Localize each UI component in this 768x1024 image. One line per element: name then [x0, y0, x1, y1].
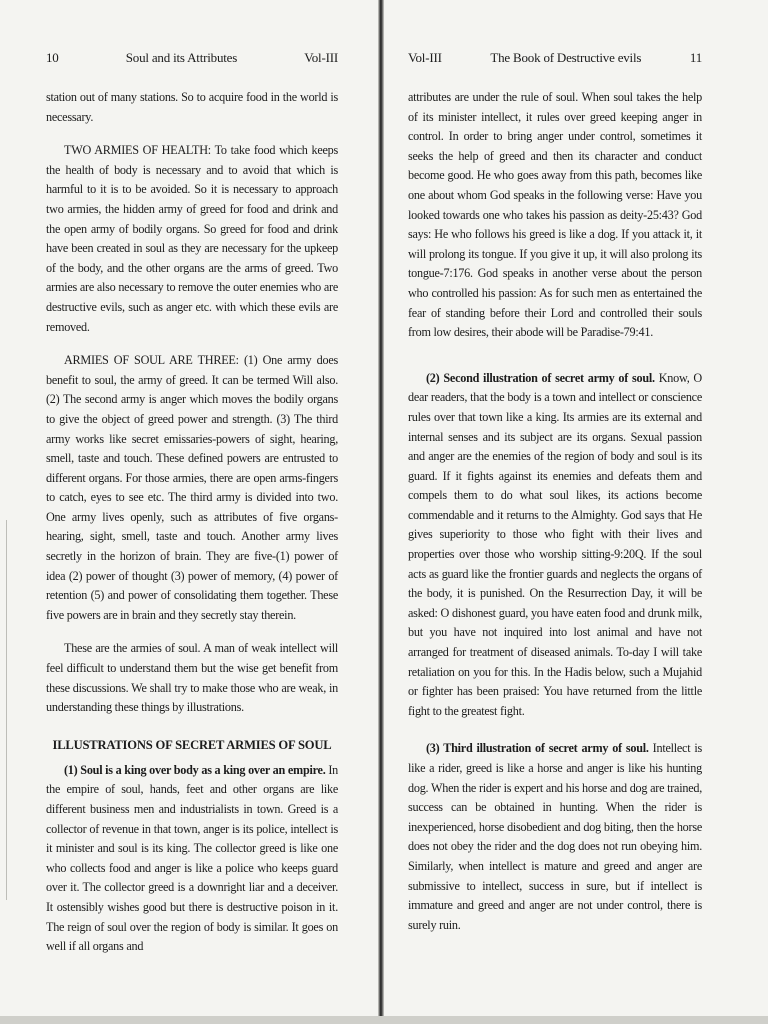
two-armies-heading: TWO ARMIES OF HEALTH:	[64, 143, 211, 158]
left-para-2	[46, 141, 338, 337]
page-bottom-edge	[0, 1016, 768, 1024]
right-para-3-body: Intellect is like a rider, greed is like a horse and anger is like his hunting dog. When the rider is expert and his horse and dog are trained, success can be obtained in hunting. When the rider is inexperienced, horse disobedient and dog biting, then the horse does not obey the rider and the dog does not run obeying him. Similarly, when intellect is mature and greed and anger are submissive to intellect, success in sure, but if intellect is immature and greed and anger are not under control, there is surely ruin.	[408, 741, 702, 932]
page-edge-shadow	[6, 520, 7, 900]
left-para-2-body: To take food which keeps the health of body is necessary and to avoid that which is harmful to it is to be avoided. So it is necessary to approach two armies, the hidden army of greed for food and drink and the open army of bodily organs. So greed for food and drink have been created in soul as they are necessary for the upkeep of the body, and the other organs are the arms of greed. Two armies are also necessary to remove the outer enemies who are destructive evils, such as anger etc. with which these evils are removed.	[46, 143, 338, 334]
left-para-3	[46, 351, 338, 625]
left-running-header	[46, 50, 338, 66]
second-illustration-lead: (2) Second illustration of secret army of soul.	[426, 370, 655, 385]
right-running-title: The Book of Destructive evils	[490, 50, 642, 65]
left-volume: Vol-III	[304, 50, 338, 65]
left-para-5-body: In the empire of soul, hands, feet and other organs are like different business men and industrialists in town. Greed is a collector of revenue in that town, anger is its police, intellect is it minister and soul is its king. The collector greed is like one who collects food and anger is like a police who keeps guard over it. The collector greed is a downright liar and a deceiver. It ostensibly wishes good but there is destructive poison in it. The reign of soul over the region of body is similar. It goes on well if all organs and	[46, 762, 338, 954]
first-illustration-lead: (1) Soul is a king over body as a king over an empire.	[64, 762, 326, 777]
third-illustration-lead: (3) Third illustration of secret army of soul.	[426, 741, 649, 756]
left-para-3-body: (1) One army does benefit to soul, the army of greed. It can be termed Will also. (2) The second army is anger which moves the bodily organs to give the object of greed power and strength. (3) The third army works like secret emissaries-powers of sight, hearing, smell, taste and touch. These defined powers are entrusted to different organs. For those armies, there are open arms-fingers to catch, eyes to see etc. The third army is divided into two. One army lives openly, such as attributes of five organs-hearing, sight, smell, taste and touch. Another army lives secretly in the horizon of brain. They are five-(1) power of idea (2) power of thought (3) power of memory, (4) power of retention (5) and power of consolidating them together. These five powers are in brain and they secretly stay therein.	[46, 353, 338, 622]
right-para-2	[408, 369, 702, 722]
left-para-1: station out of many stations. So to acquire food in the world is necessary.	[46, 90, 338, 124]
right-page-number: 11	[689, 50, 702, 65]
book-gutter	[378, 0, 384, 1024]
armies-of-soul-heading: ARMIES OF SOUL ARE THREE:	[64, 353, 239, 368]
right-volume: Vol-III	[408, 50, 442, 65]
right-para-2-body: Know, O dear readers, that the body is a town and intellect or conscience rules over that town like a king. Its armies are its external and internal senses and its subject are its organs. Sexual passion and anger are the enemies of the region of body and soul is its guard. If it fights against its enemies and defeats them and compels them to do what soul likes, its actions become commendable and it returns to the Almighty. God says that He gives superiority to those who fight with their lives and properties over those who worship sitting-9:20Q. If the soul acts as guard like the frontier guards and neglects the organs of the body, it is punished. On the Resurrection Day, it will be asked: O dishonest guard, you have eaten food and drunk milk, but you have not inquired into lost animal and have not arranged for treatment of diseased animals. To-day I will take retaliation on you for this. In the Hadis below, such a Mujahid or fighter has been praised: You have returned from the little fight to the greatest fight.	[408, 370, 702, 718]
right-running-header	[408, 50, 702, 66]
left-para-5	[46, 761, 338, 957]
right-page	[408, 50, 702, 935]
left-page	[46, 50, 338, 957]
right-para-3	[408, 739, 702, 935]
section-heading: ILLUSTRATIONS OF SECRET ARMIES OF SOUL	[52, 737, 332, 752]
left-running-title: Soul and its Attributes	[125, 50, 238, 65]
left-page-number: 10	[46, 50, 59, 65]
right-para-1: attributes are under the rule of soul. When soul takes the help of its minister intellect, it rules over greed keeping anger in control. In order to bring anger under control, sometimes it seeks the help of greed and then its character and conduct become good. He who goes away from this path, becomes like one about whom God speaks in the following verse: Have you looked towards one who takes his passion as deity-25:43? God says: He who follows his greed is like a dog. If you attack it, it will prolong its tongue. If you give it up, it will also prolong its tongue-7:176. God speaks in another verse about the person who controlled his passion: As for such men as entertained the fear of standing before their Lord and controlled their souls from low desires, their abode will be Paradise-79:41.	[408, 90, 702, 340]
left-para-4: These are the armies of soul. A man of weak intellect will feel difficult to understand them but the wise get benefit from these discussions. We shall try to make those who are weak, in understanding these things by illustrations.	[46, 641, 338, 715]
